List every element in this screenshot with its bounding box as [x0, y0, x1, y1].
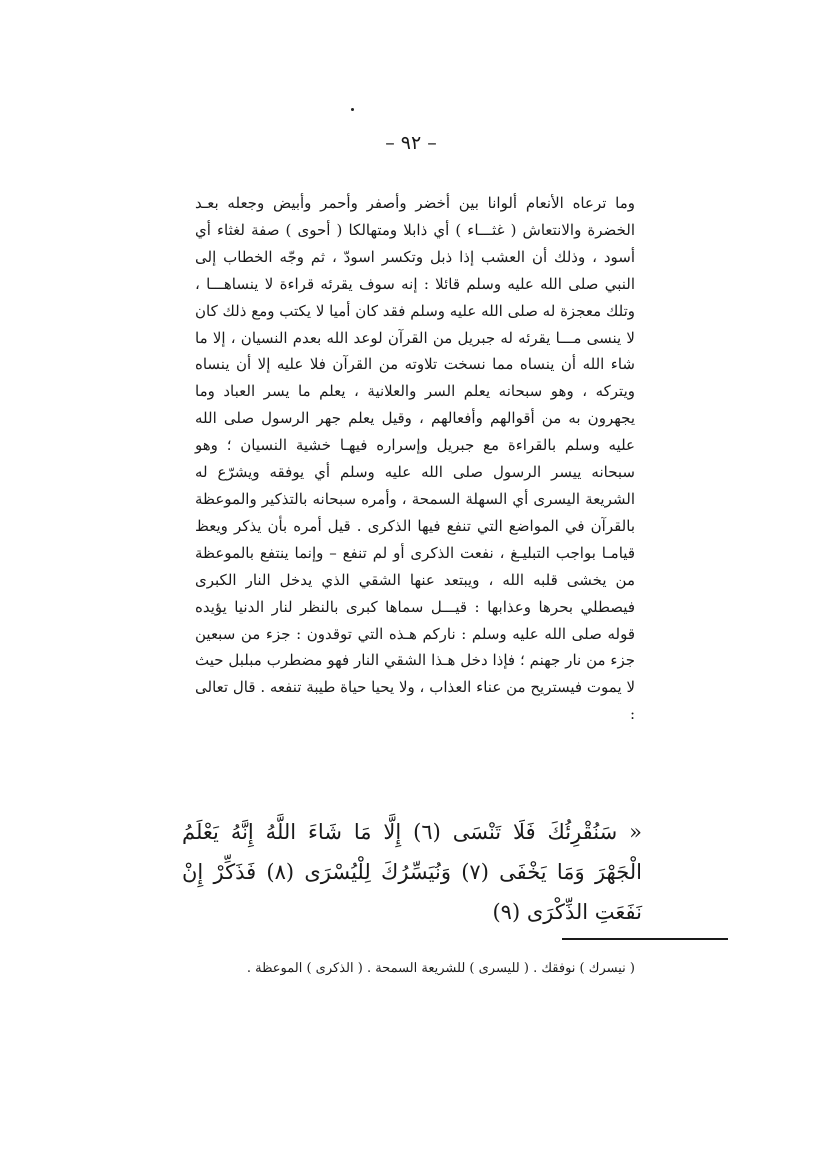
commentary-paragraph: وما ترعاه الأنعام ألوانا بين أخضر وأصفر وأحمر وأبيض وجعله بعـد الخضرة والانتعاش ( غثـــاء ) أي ذابلا ومتهالكا ( أحوى ) صفة لغثاء أي أسود ، وذلك أن العشب إذا ذبل وتكسر اسودّ ، ثم وجّه الخطاب إلى النبي صلى الله عليه وسلم قائلا : إنه سوف يقرئه قراءة لا ينساهـــا ، وتلك معجزة له صلى الله عليه وسلم فقد كان أميا لا يكتب ومع ذلك كان لا ينسى مـــا يقرئه له جبريل من القرآن لوعد الله بعدم النسيان ، إلا ما شاء الله أن ينساه مما نسخت تلاوته من القرآن فلا عليه إلا أن ينساه ويتركه ، وهو سبحانه يعلم السر والعلانية ، يعلم ما يسر العباد وما يجهرون به من أقوالهم وأفعالهم ، وقيل يعلم جهر الرسول صلى الله عليه وسلم بالقراءة مع جبريل وإسراره فيهـا خشية النسيان ؛ وهو سبحانه ييسر الرسول صلى الله عليه وسلم أي يوفقه ويشرّع له الشريعة اليسرى أي السهلة السمحة ، وأمره سبحانه بالتذكير والموعظة بالقرآن في المواضع التي تنفع فيها الذكرى . قيل أمره بأن يذكر ويعظ قيامـا بواجب التبليـغ ، نفعت الذكرى أو لم تنفع – وإنما ينتفع بالموعظة من يخشى قلبه الله ، ويبتعد عنها الشقي الذي يدخل النار الكبرى فيصطلي بحرها وعذابها : قيـــل سماها كبرى بالنظر لنار الدنيا يؤيده قوله صلى الله عليه وسلم : ناركم هـذه التي توقدون : جزء من سبعين جزء من نار جهنم ؛ فإذا دخل هـذا الشقي النار فهو مضطرب مبلبل حيث لا يموت فيستريح من عناء العذاب ، ولا يحيا حياة طيبة تنفعه . قال تعالى : [195, 194, 635, 724]
quran-verse-block [182, 812, 642, 932]
page-number: – ٩٢ – [385, 132, 437, 154]
footnote: ( نيسرك ) نوفقك . ( لليسرى ) للشريعة السمحة . ( الذكرى ) الموعظة . [246, 961, 635, 976]
quran-verse: « سَنُقْرِئُكَ فَلَا تَنْسَى (٦) إِلَّا مَا شَاءَ اللَّهُ إِنَّهُ يَعْلَمُ الْجَهْرَ وَمَا يَخْفَى (٧) وَنُيَسِّرُكَ لِلْيُسْرَى (٨) فَذَكِّرْ إِنْ نَفَعَتِ الذِّكْرَى (٩) [182, 820, 642, 924]
ink-dot [351, 108, 354, 111]
footnote-divider [562, 938, 728, 940]
commentary-text [195, 190, 635, 728]
